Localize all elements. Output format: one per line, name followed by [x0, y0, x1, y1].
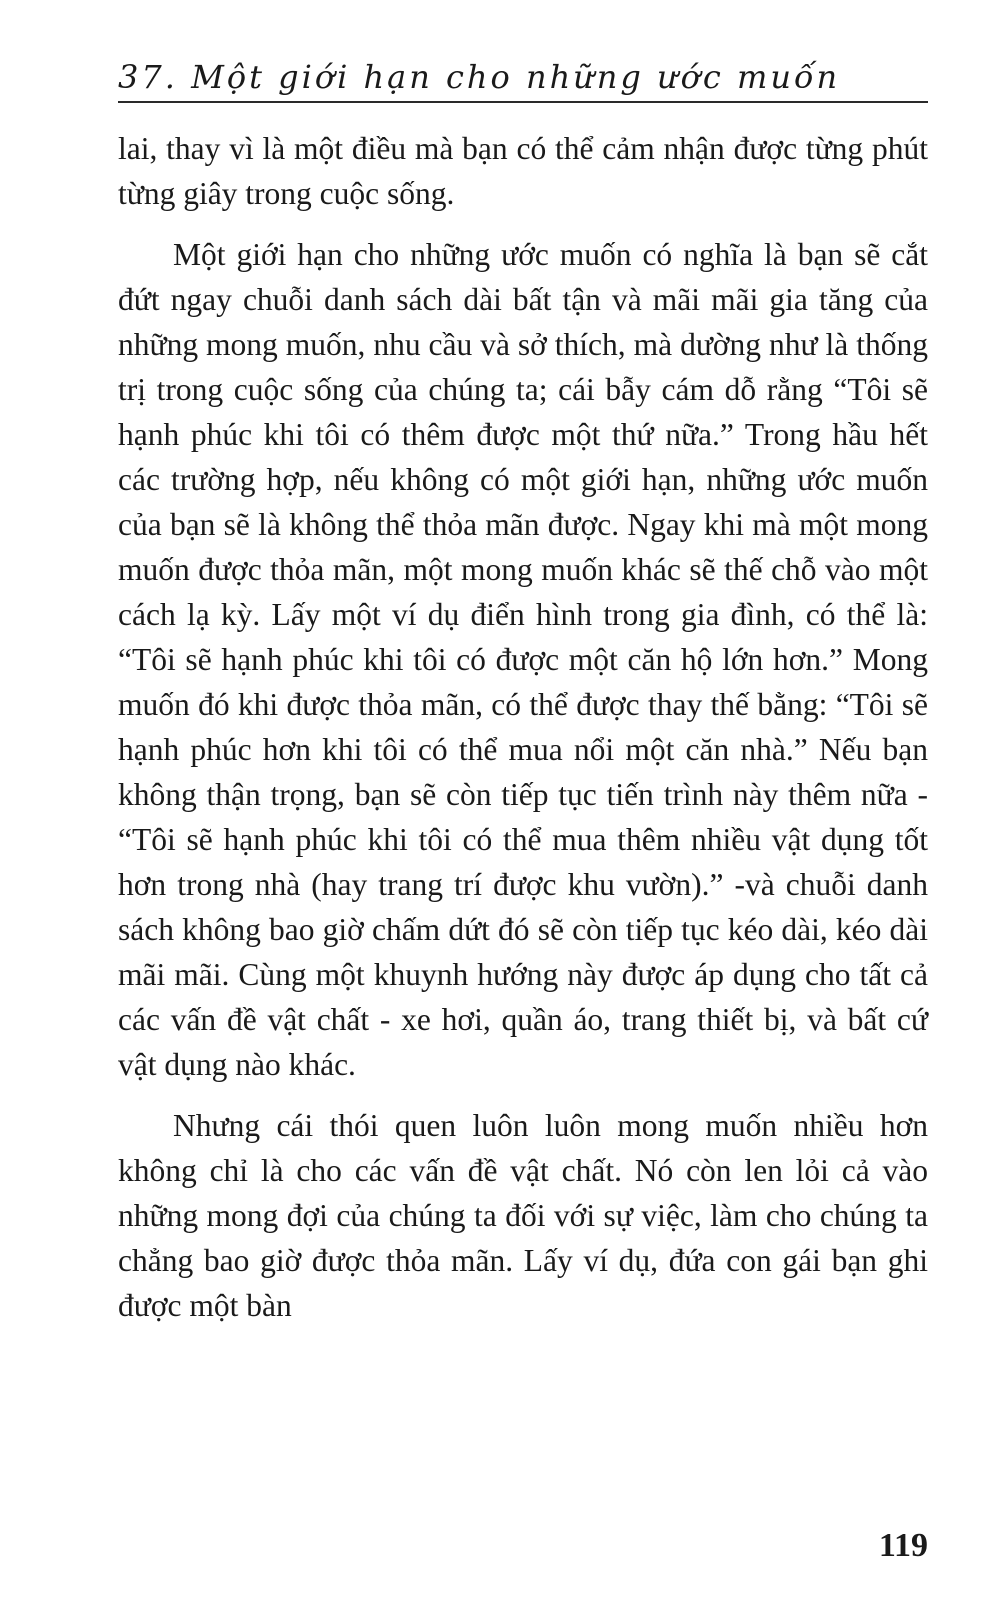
paragraph-continued: lai, thay vì là một điều mà bạn có thể cảm nhận được từng phút từng giây trong cuộc sống.	[118, 131, 928, 211]
running-header: 37. Một giới hạn cho những ước muốn	[118, 58, 841, 96]
body-text	[118, 126, 928, 1328]
page-number: 119	[878, 1527, 928, 1564]
paragraph: Nhưng cái thói quen luôn luôn mong muốn nhiều hơn không chỉ là cho các vấn đề vật chất. Nó còn len lỏi cả vào những mong đợi của chúng ta đối với sự việc, làm cho chúng ta chẳng bao giờ được thỏa mãn. Lấy ví dụ, đứa con gái bạn ghi được một bàn	[118, 1108, 928, 1323]
paragraph: Một giới hạn cho những ước muốn có nghĩa là bạn sẽ cắt đứt ngay chuỗi danh sách dài bất tận và mãi mãi gia tăng của những mong muốn, nhu cầu và sở thích, mà dường như là thống trị trong cuộc sống của chúng ta; cái bẫy cám dỗ rằng “Tôi sẽ hạnh phúc khi tôi có thêm được một thứ nữa.” Trong hầu hết các trường hợp, nếu không có một giới hạn, những ước muốn của bạn sẽ là không thể thỏa mãn được. Ngay khi mà một mong muốn được thỏa mãn, một mong muốn khác sẽ thế chỗ vào một cách lạ kỳ. Lấy một ví dụ điển hình trong gia đình, có thể là: “Tôi sẽ hạnh phúc khi tôi có được một căn hộ lớn hơn.” Mong muốn đó khi được thỏa mãn, có thể được thay thế bằng: “Tôi sẽ hạnh phúc hơn khi tôi có thể mua nổi một căn nhà.” Nếu bạn không thận trọng, bạn sẽ còn tiếp tục tiến trình này thêm nữa - “Tôi sẽ hạnh phúc khi tôi có thể mua thêm nhiều vật dụng tốt hơn trong nhà (hay trang trí được khu vườn).” -và chuỗi danh sách không bao giờ chấm dứt đó sẽ còn tiếp tục kéo dài, kéo dài mãi mãi. Cùng một khuynh hướng này được áp dụng cho tất cả các vấn đề vật chất - xe hơi, quần áo, trang thiết bị, và bất cứ vật dụng nào khác.	[118, 237, 928, 1082]
header-rule	[118, 101, 928, 103]
